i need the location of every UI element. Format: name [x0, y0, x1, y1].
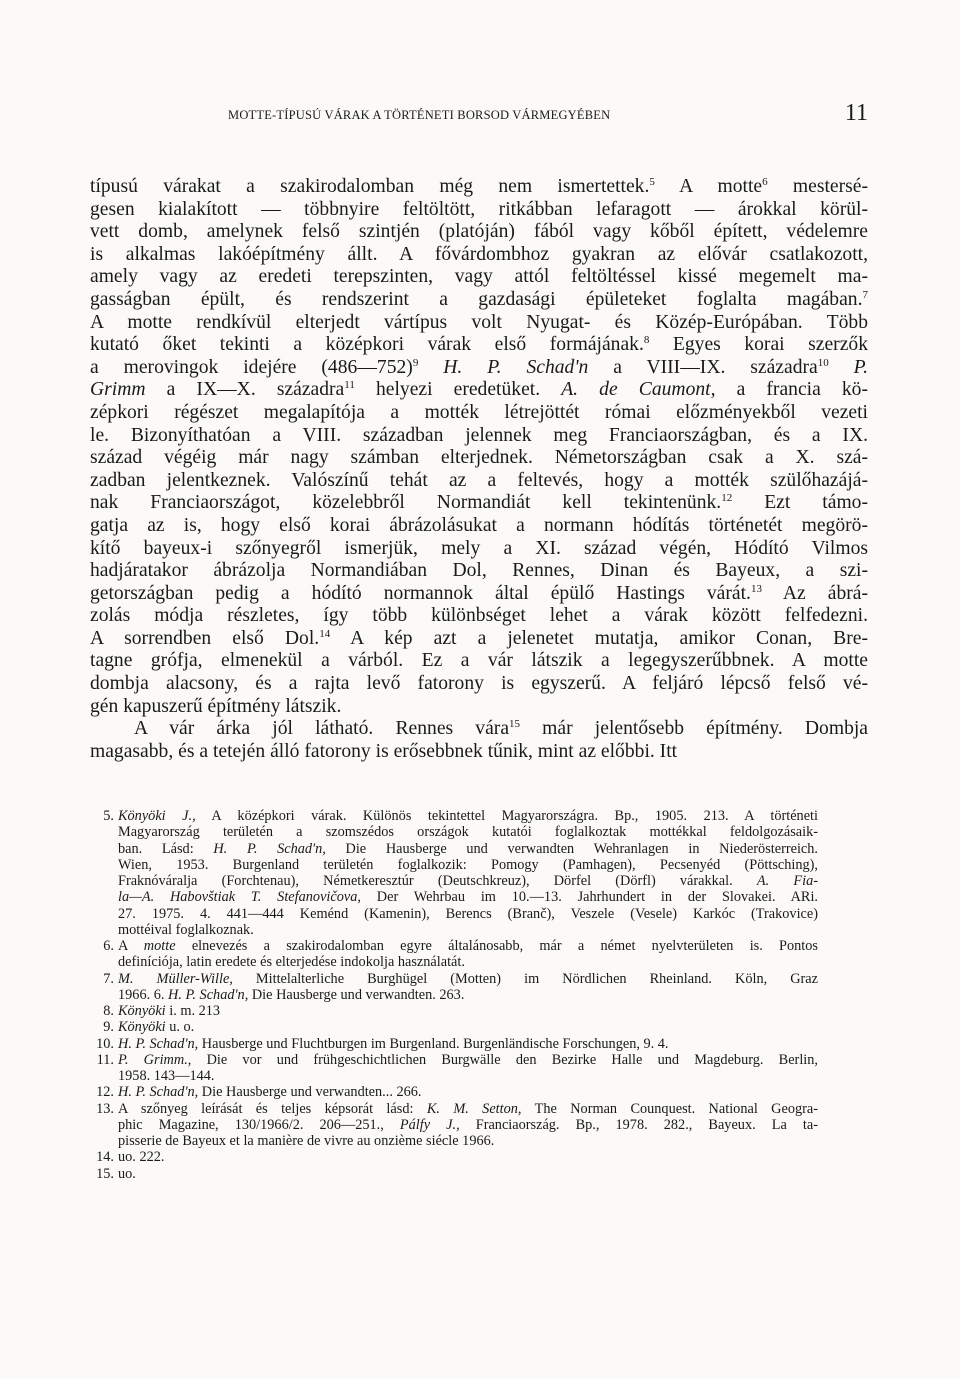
text-line: [90, 538, 868, 561]
page-number: 11: [844, 100, 868, 126]
text-line: [90, 244, 868, 267]
text-line: [90, 583, 868, 606]
text-run: gasságban épült, és rendszerint a gazdasági épületeket foglalta magában.: [90, 288, 863, 310]
text-line: [90, 696, 868, 719]
footnote-line: [118, 954, 818, 970]
text-run: 1958. 143—144.: [118, 1068, 215, 1084]
text-run: tagne grófja, elmenekül a várból. Ez a vár látszik a legegyszerűbbnek. A motte: [90, 650, 868, 672]
text-run: Wien, 1953. Burgenland területén foglalkozik: Pomogy (Pamhagen), Pecsenyéd (Pöttsching),: [118, 856, 818, 873]
footnote: [90, 1101, 818, 1150]
footnote-reference: 12: [721, 492, 733, 505]
footnote: [90, 1036, 818, 1052]
footnote-line: [118, 1052, 818, 1068]
text-run: uo.: [118, 1165, 136, 1182]
text-line: [90, 334, 868, 357]
text-line: [90, 673, 868, 696]
text-run: helyezi eredetüket.: [354, 379, 562, 401]
text-run: Die Hausberge und verwandten... 266.: [198, 1084, 422, 1101]
footnote-reference: 6: [762, 176, 768, 188]
citation-author: P. Grimm.,: [118, 1051, 192, 1068]
footnote-line: [118, 1003, 818, 1019]
text-run: magasabb, és a tetején álló fatorony is erősebbnek tűnik, mint az előbbi. Itt: [90, 740, 678, 762]
text-line: [90, 605, 868, 628]
footnote-line: [118, 873, 818, 889]
text-run: század végéig már nagy számban elterjednek. Németországban csak a X. szá-: [90, 447, 868, 469]
footnote-line: [118, 1101, 818, 1117]
text-run: a VIII—IX. századra: [588, 356, 818, 378]
text-run: zadban jelentkeznek. Valószínű tehát az a feltevés, hogy a motték szülőhazájá-: [90, 469, 868, 491]
running-head: MOTTE-TÍPUSÚ VÁRAK A TÖRTÉNETI BORSOD VÁRMEGYÉBEN: [228, 108, 611, 122]
text-run: gatja az is, hogy első korai ábrázolásukat a normann hódítás történetét megörö-: [90, 514, 868, 536]
footnote: [90, 938, 818, 971]
paragraph: [90, 176, 868, 718]
text-line: [90, 718, 868, 741]
footnote-number: 12.: [96, 1084, 114, 1101]
text-run: amely vagy az eredeti terepszinten, vagy attól feltöltéssel kissé megemelt ma-: [90, 266, 868, 288]
text-run: Magyarország területén a szomszédos országok kutatói foglalkoztak mottékkal feldolgozásaik-: [118, 824, 818, 841]
text-line: [90, 221, 868, 244]
footnote-line: [118, 889, 818, 905]
footnote-line: [118, 938, 818, 954]
footnote-reference: 14: [319, 627, 331, 640]
citation-author: Könyöki: [118, 1019, 166, 1036]
footnote-number: 14.: [96, 1149, 114, 1166]
text-line: [90, 560, 868, 583]
text-run: mestersé-: [767, 176, 868, 197]
footnote-line: [118, 841, 818, 857]
text-line: [90, 515, 868, 538]
text-run: uo. 222.: [118, 1149, 165, 1166]
footnote-reference: 10: [817, 356, 829, 369]
text-run: phic Magazine, 130/1966/2. 206—251.,: [118, 1116, 400, 1133]
text-run: A kép azt a jelenetet mutatja, amikor Conan, Bre-: [330, 627, 868, 649]
footnote-line: [118, 906, 818, 922]
footnote-line: [118, 971, 818, 987]
citation-author: H. P. Schad'n,: [118, 1084, 199, 1101]
text-run: u. o.: [165, 1019, 195, 1036]
text-line: [90, 176, 868, 199]
text-run: kítő bayeux-i szőnyegről ismerjük, mely a XI. század végén, Hódító Vilmos: [90, 537, 868, 559]
text-run: a merovingok idejére (486—752): [90, 356, 413, 378]
text-run: mottéival foglalkoznak.: [118, 921, 254, 938]
citation-author: A. Fia-: [756, 873, 818, 889]
footnote-number: 11.: [96, 1051, 114, 1068]
text-run: Mittelalterliche Burghügel (Motten) im Nördlichen Rheinland. Köln, Graz: [232, 970, 818, 987]
footnote-reference: 8: [643, 334, 650, 347]
body-text: [90, 176, 868, 763]
text-run: Egyes korai szerzők: [649, 334, 868, 356]
footnote-line: [118, 987, 818, 1003]
citation-author: Pálfy J.,: [399, 1116, 460, 1133]
footnote-number: 5.: [103, 808, 114, 824]
text-run: kutató őket tekinti a középkori várak első formájának.: [90, 334, 644, 356]
page-header: [90, 100, 868, 130]
footnote: [90, 1084, 818, 1100]
text-line: [90, 357, 868, 380]
footnote: [90, 1149, 818, 1165]
footnote-number: 7.: [103, 970, 114, 987]
text-run: A motte: [654, 176, 763, 197]
text-line: [90, 425, 868, 448]
text-run: hadjáratakor ábrázolja Normandiában Dol, Rennes, Dinan és Bayeux, a szi-: [90, 560, 868, 582]
footnote-line: [118, 1084, 818, 1100]
citation-author: motte: [143, 938, 176, 954]
footnote-reference: 15: [509, 718, 521, 731]
footnote-reference: 13: [750, 582, 762, 595]
text-run: Die Hausberge und verwandten Wehranlagen in Niederösterreich.: [325, 840, 818, 857]
text-run: gesen kialakított — többnyire feltöltött, ritkábban lefaragott — árokkal körül-: [90, 198, 868, 220]
text-run: ban. Lásd:: [118, 840, 214, 857]
footnote-line: [118, 1036, 818, 1052]
footnote-number: 9.: [103, 1019, 114, 1036]
footnote: [90, 808, 818, 938]
text-line: [90, 402, 868, 425]
text-run: vett domb, amelynek felső szintjén (platóján) fából vagy kőből épített, védelemre: [90, 221, 868, 243]
text-run: Franciaország. Bp., 1978. 282., Bayeux. La ta-: [459, 1116, 818, 1133]
text-line: [90, 447, 868, 470]
paragraph: [90, 718, 868, 763]
footnote-line: [118, 808, 818, 824]
author-name: A. de Caumont,: [561, 379, 716, 401]
text-run: nak Franciaországot, közelebbről Normandiát kell tekintenünk.: [90, 492, 722, 514]
footnote-line: [118, 1019, 818, 1035]
text-run: típusú várakat a szakirodalomban még nem ismertettek.: [90, 176, 650, 197]
text-run: zépkori régészet megalapítója a motték létrejöttét római előzményekből vezeti: [90, 401, 868, 423]
author-name: H. P. Schad'n: [418, 356, 589, 378]
footnote-number: 6.: [103, 938, 114, 954]
author-name: Grimm: [90, 379, 146, 401]
text-line: [90, 266, 868, 289]
footnote: [90, 1003, 818, 1019]
footnote-reference: 11: [344, 379, 355, 392]
text-line: [90, 492, 868, 515]
text-run: Fraknóváralja (Forchtenau), Németkeresztúr (Deutschkreuz), Dörfel (Dörfl) várakkal.: [118, 873, 757, 889]
footnote-reference: 7: [862, 288, 868, 301]
text-run: a francia kö-: [715, 379, 868, 401]
footnote: [90, 1019, 818, 1035]
citation-author: Könyöki J.,: [118, 808, 196, 824]
text-line: [90, 650, 868, 673]
text-run: A: [118, 938, 144, 954]
text-line: [90, 312, 868, 335]
text-run: getországban pedig a hódító normannok által épülő Hastings várát.: [90, 582, 751, 604]
footnote: [90, 1052, 818, 1085]
footnote-number: 15.: [96, 1165, 114, 1182]
text-run: A motte rendkívül elterjedt vártípus volt Nyugat- és Közép-Európában. Több: [90, 311, 868, 333]
citation-author: K. M. Setton,: [426, 1100, 522, 1117]
text-line: [90, 379, 868, 402]
footnote-number: 10.: [96, 1035, 114, 1052]
text-run: Ezt támo-: [732, 492, 869, 514]
text-line: [90, 470, 868, 493]
text-run: zolás módja részletes, így több különbséget lehet a várak között felfedezni.: [90, 605, 868, 627]
text-run: a IX—X. századra: [145, 379, 345, 401]
footnote-line: [118, 857, 818, 873]
text-run: A középkori várak. Különös tekintettel Magyarországra. Bp., 1905. 213. A történeti: [195, 808, 818, 824]
footnote-line: [118, 1133, 818, 1149]
citation-author: H. P. Schad'n,: [168, 986, 249, 1003]
citation-author: H. P. Schad'n,: [118, 1035, 199, 1052]
text-run: Die Hausberge und verwandten. 263.: [248, 986, 465, 1003]
text-run: A sorrendben első Dol.: [90, 627, 320, 649]
text-run: The Norman Counquest. National Geogra-: [521, 1100, 818, 1117]
text-run: pisserie de Bayeux et la manière de vivre au onzième siécle 1966.: [118, 1133, 495, 1149]
text-run: Die vor und frühgeschichtlichen Burgwälle den Bezirke Halle und Magdeburg. Berlin,: [191, 1051, 818, 1068]
footnote-line: [118, 1166, 818, 1182]
text-run: is alkalmas lakóépítmény állt. A fővárdombhoz gyakran az elővár csatlakozott,: [90, 243, 868, 265]
text-run: A szőnyeg leírását és teljes képsorát lásd:: [118, 1100, 427, 1117]
citation-author: la—A. Habovštiak T. Stefanovičova,: [118, 889, 361, 906]
footnote: [90, 971, 818, 1004]
text-run: 1966. 6.: [118, 986, 169, 1003]
text-line: [90, 199, 868, 222]
footnote-line: [118, 1068, 818, 1084]
footnote-line: [118, 922, 818, 938]
text-run: Der Wehrbau im 10.—13. Jahrhundert in der Slovakei. ARi.: [360, 889, 818, 906]
citation-author: H. P. Schad'n,: [213, 840, 326, 857]
author-name: P.: [828, 356, 868, 378]
footnote-line: [118, 1149, 818, 1165]
footnote-reference: 9: [412, 356, 419, 369]
text-run: definíciója, latin eredete és elterjedése indokolja használatát.: [118, 954, 465, 971]
text-line: [90, 628, 868, 651]
text-run: gén kapuszerű építmény látszik.: [90, 695, 342, 717]
text-run: Hausberge und Fluchtburgen im Burgenland. Burgenländische Forschungen, 9. 4.: [198, 1035, 669, 1052]
text-line: [90, 289, 868, 312]
text-run: elnevezés a szakirodalomban egyre általánosabb, már a német nyelvterületen is. Pontos: [175, 938, 818, 954]
text-run: már jelentősebb építmény. Dombja: [520, 718, 869, 740]
footnote-number: 8.: [103, 1003, 114, 1019]
citation-author: M. Müller-Wille,: [118, 970, 233, 987]
text-run: dombja alacsony, és a rajta levő fatorony is egyszerű. A feljáró lépcső felső vé-: [90, 673, 868, 695]
citation-author: Könyöki: [118, 1003, 166, 1019]
text-run: 27. 1975. 4. 441—444 Keménd (Kamenin), Berencs (Branč), Veszele (Vesele) Karkóc (Trakovice): [118, 905, 818, 922]
text-run: i. m. 213: [165, 1003, 221, 1019]
footnote-number: 13.: [96, 1100, 114, 1117]
text-line: [90, 741, 868, 764]
text-run: Az ábrá-: [761, 582, 868, 604]
footnote-line: [118, 1117, 818, 1133]
footnote: [90, 1166, 818, 1182]
text-run: le. Bizonyíthatóan a VIII. században jelennek meg Franciaországban, és a IX.: [90, 424, 868, 446]
footnote-reference: 5: [649, 176, 655, 188]
footnote-line: [118, 824, 818, 840]
text-run: A vár árka jól látható. Rennes vára: [134, 718, 510, 740]
footnotes: [90, 808, 818, 1182]
